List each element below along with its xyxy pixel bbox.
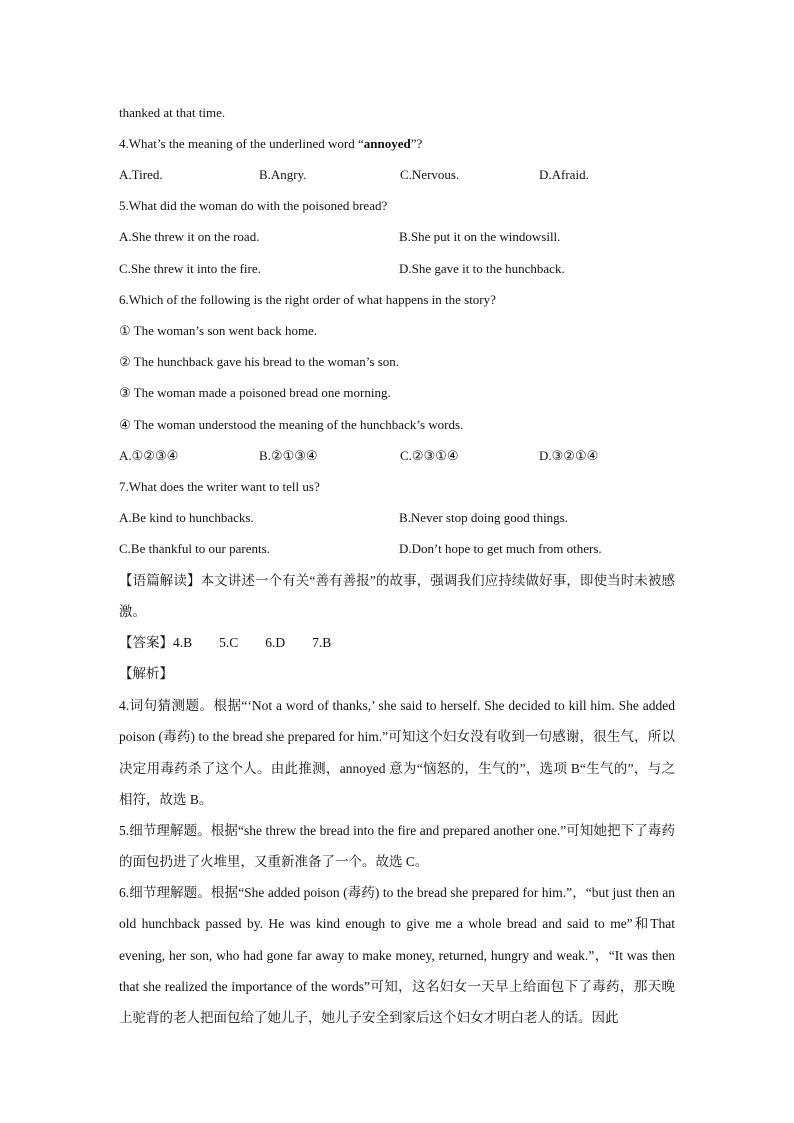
passage-summary: 【语篇解读】本文讲述一个有关“善有善报”的故事，强调我们应持续做好事，即使当时未被感激。 — [119, 573, 675, 620]
underlined-word: annoyed — [363, 136, 411, 151]
event-3: ③ The woman made a poisoned bread one morning. — [119, 385, 391, 400]
question-4 — [119, 136, 422, 152]
text-line-continuation: thanked at that time. — [119, 105, 226, 120]
option-6c: C.②③①④ — [400, 448, 459, 463]
analysis-5: 5.细节理解题。根据“she threw the bread into the fire and prepared another one.”可知她把下了毒药的面包扔进了火堆里，又重新准备了一个。故选 C。 — [119, 823, 675, 870]
analysis-4: 4.词句猜测题。根据“‘Not a word of thanks,’ she said to herself. She decided to kill him. She added poison (毒药) to the bread she prepared for him.”可知这个妇女没有收到一句感谢，很生气，所以决定用毒药杀了这个人。由此推测，annoyed 意为“恼怒的，生气的”，选项 B“生气的”，与之相符，故选 B。 — [119, 698, 675, 807]
question-5: 5.What did the woman do with the poisoned bread? — [119, 198, 388, 213]
question-4-text: 4.What’s the meaning of the underlined word “ — [119, 136, 364, 151]
option-6b: B.②①③④ — [259, 448, 318, 463]
question-6: 6.Which of the following is the right order of what happens in the story? — [119, 292, 496, 307]
option-7c: C.Be thankful to our parents. — [119, 541, 270, 556]
option-7d: D.Don’t hope to get much from others. — [399, 541, 602, 556]
option-4a: A.Tired. — [119, 167, 163, 182]
option-6a: A.①②③④ — [119, 448, 179, 463]
option-6d: D.③②①④ — [539, 448, 599, 463]
answer-key: 【答案】4.B 5.C 6.D 7.B — [119, 635, 332, 650]
option-5c: C.She threw it into the fire. — [119, 261, 261, 276]
option-5b: B.She put it on the windowsill. — [399, 229, 561, 244]
question-7: 7.What does the writer want to tell us? — [119, 479, 320, 494]
event-2: ② The hunchback gave his bread to the woman’s son. — [119, 354, 400, 369]
option-4b: B.Angry. — [259, 167, 307, 182]
option-4c: C.Nervous. — [400, 167, 460, 182]
analysis-heading: 【解析】 — [119, 666, 173, 681]
event-4: ④ The woman understood the meaning of the hunchback’s words. — [119, 417, 464, 432]
question-4-end: ”? — [410, 136, 423, 151]
option-7b: B.Never stop doing good things. — [399, 510, 568, 525]
analysis-6: 6.细节理解题。根据“She added poison (毒药) to the bread she prepared for him.”，“but just then an old hunchback passed by. He was kind enough to give me a whole bread and said to me”和That evening, her son, who had gone far away to make money, returned, hungry and weak.”，“It was then that she realized the importance of the words”可知，这名妇女一天早上给面包下了毒药，那天晚上驼背的老人把面包给了她儿子，她儿子安全到家后这个妇女才明白老人的话。因此 — [119, 885, 675, 1026]
event-1: ① The woman’s son went back home. — [119, 323, 318, 338]
option-7a: A.Be kind to hunchbacks. — [119, 510, 254, 525]
option-4d: D.Afraid. — [539, 167, 589, 182]
option-5d: D.She gave it to the hunchback. — [399, 261, 565, 276]
option-5a: A.She threw it on the road. — [119, 229, 260, 244]
